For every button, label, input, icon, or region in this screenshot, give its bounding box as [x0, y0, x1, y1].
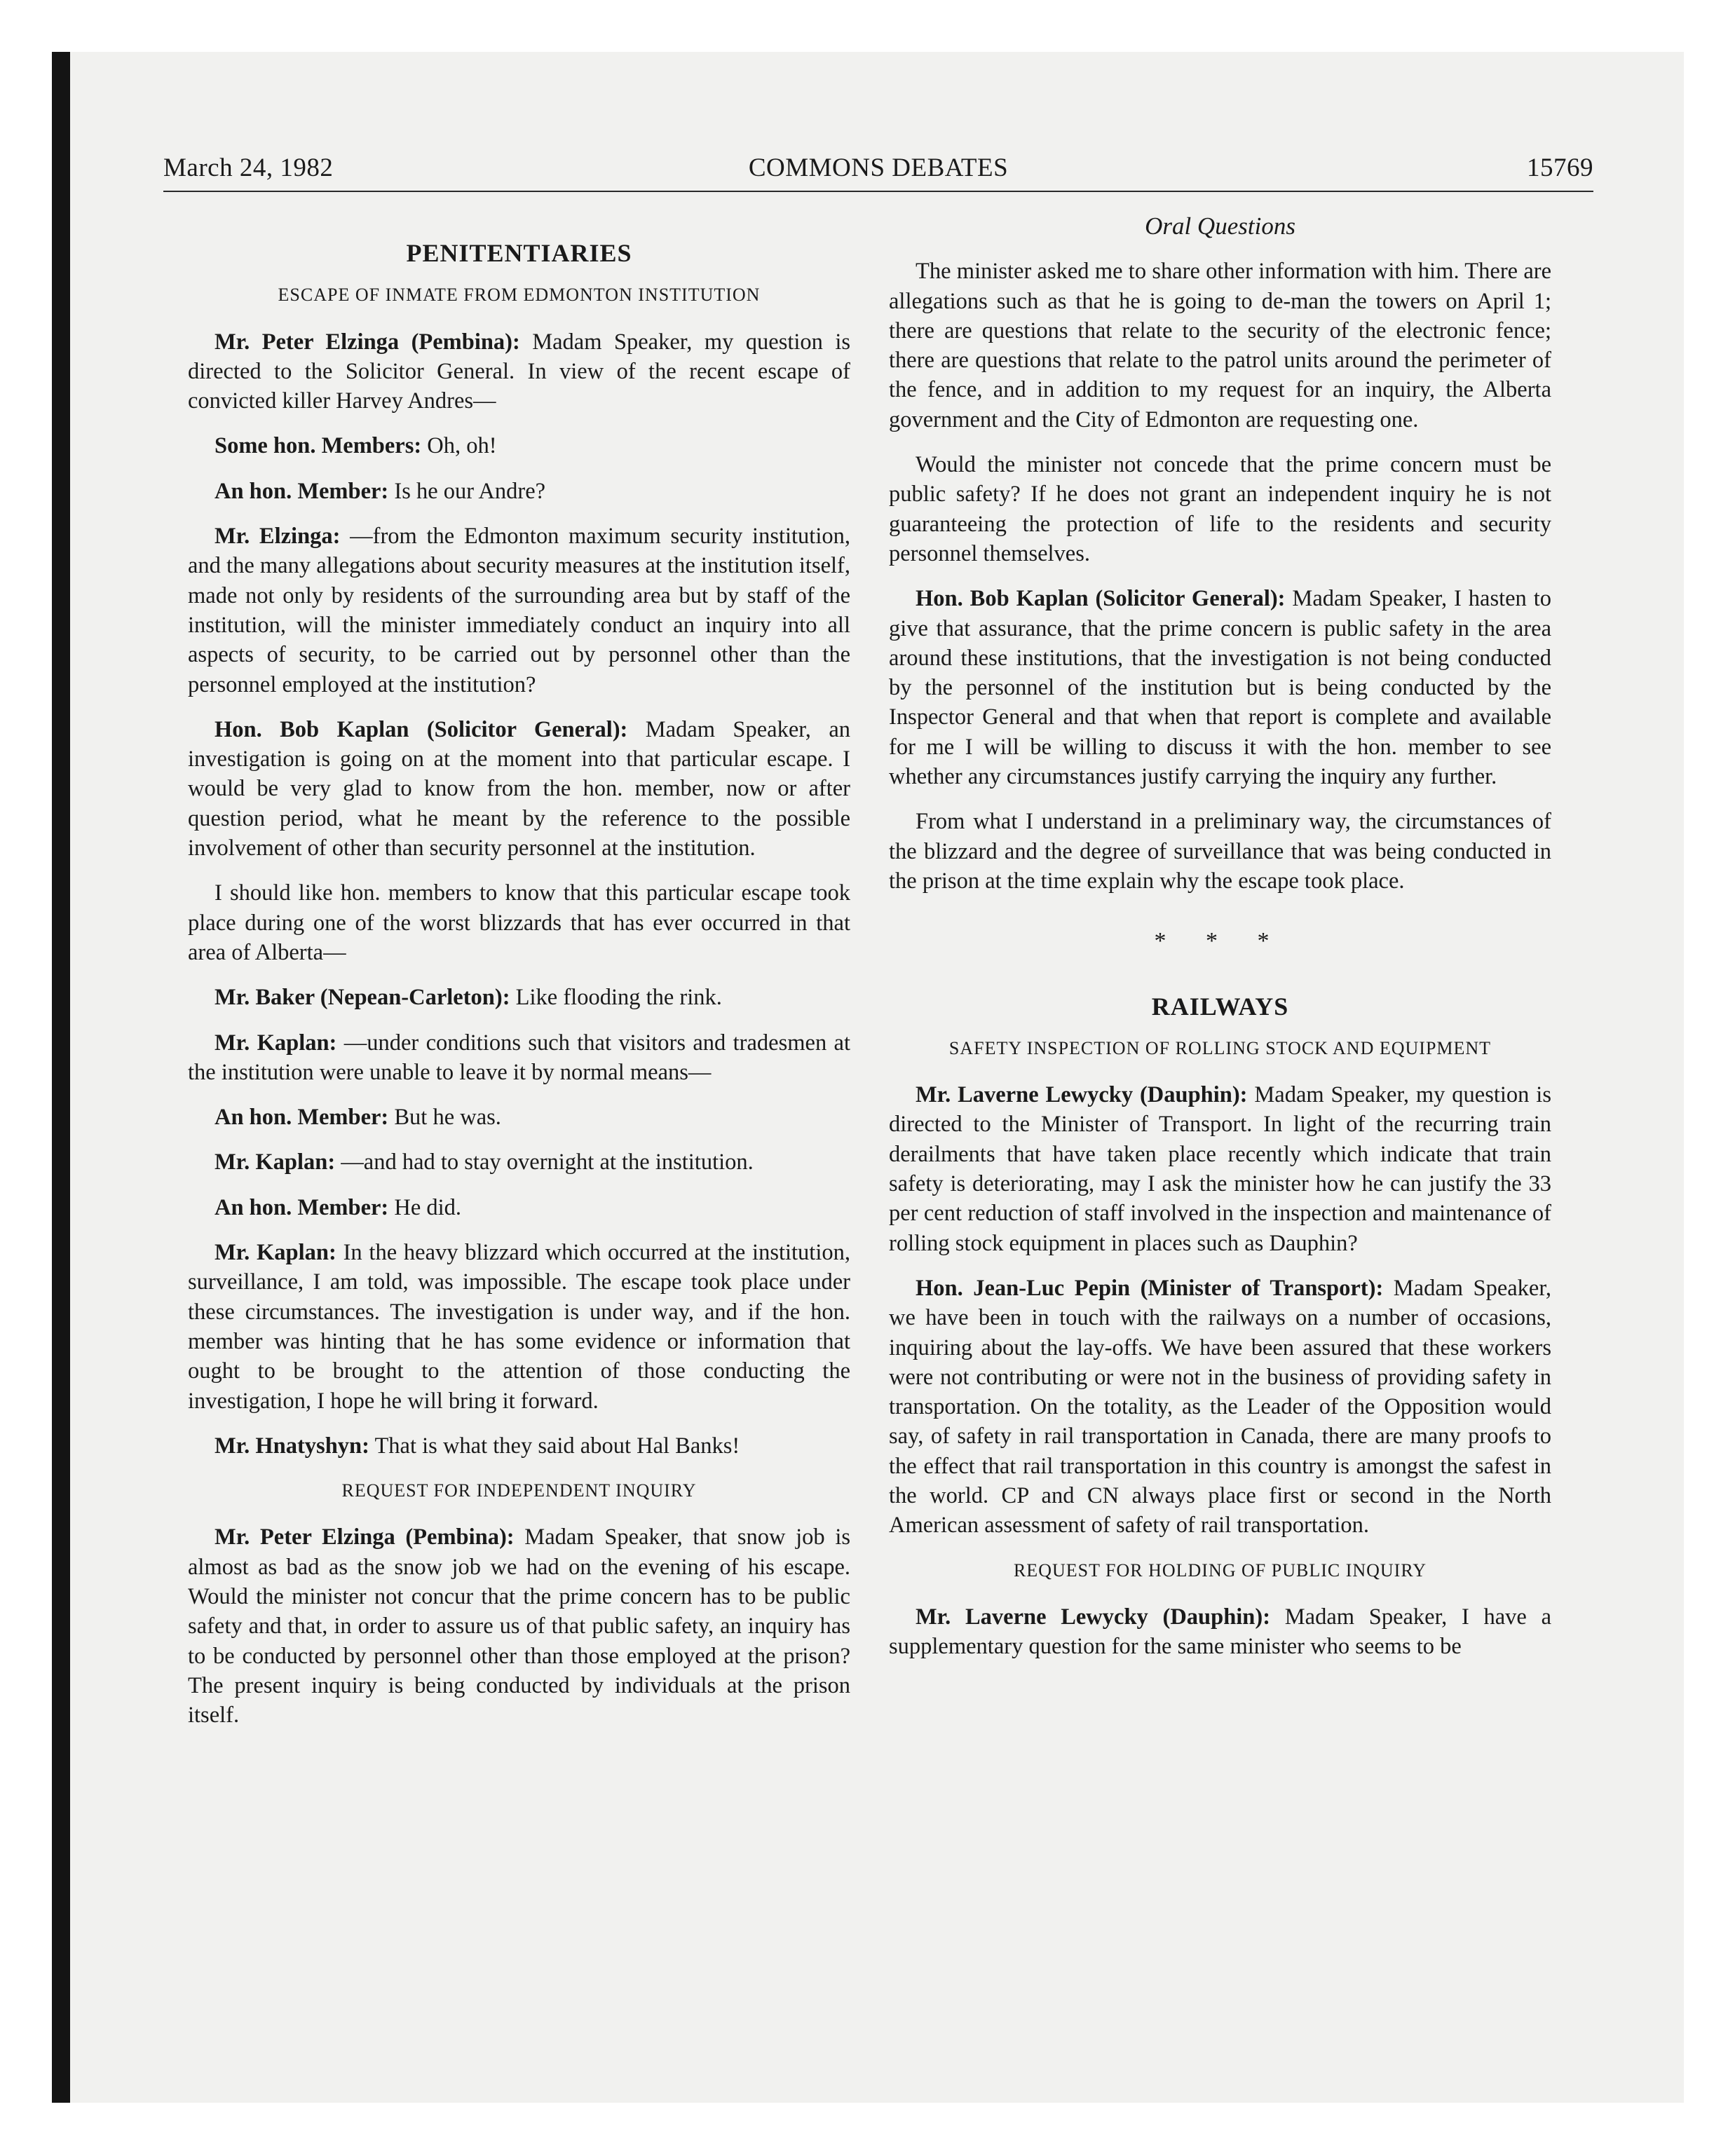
- speech-paragraph: Would the minister not concede that the prime concern must be public safety? If he does not grant an independent inquiry he is not guaranteeing the protection of life to the residents and security personnel themselves.: [889, 452, 1551, 566]
- speech-paragraph: Mr. Elzinga: —from the Edmonton maximum security institution, and the many allegations about security measures at the institution itself, made not only by residents of the surrounding area but by staff of the institution, will the minister immediately conduct an inquiry into all aspects of security, to be carried out by personnel other than the personnel employed at the institution?: [188, 524, 850, 697]
- speaker-name: Hon. Bob Kaplan (Solicitor General):: [916, 586, 1286, 612]
- speaker-name: Mr. Kaplan:: [215, 1149, 336, 1175]
- speaker-name: Some hon. Members:: [215, 433, 422, 459]
- subhead-independent-inquiry: REQUEST FOR INDEPENDENT INQUIRY: [341, 1480, 697, 1501]
- speaker-name: Mr. Peter Elzinga (Pembina):: [215, 1524, 515, 1550]
- speaker-name: Hon. Bob Kaplan (Solicitor General):: [215, 716, 628, 742]
- left-column: [188, 203, 850, 1745]
- section-separator: * * *: [1154, 928, 1286, 955]
- speech-paragraph: The minister asked me to share other information with him. There are allegations such as that he is going to de-man the towers on April 1; there are questions that relate to the security of the electronic fence; there are questions that relate to the patrol units around the perimeter of the fence, and in addition to my request for an inquiry, the Alberta government and the City of Edmonton are requesting one.: [889, 259, 1551, 432]
- section-title-railways: RAILWAYS: [1151, 992, 1289, 1021]
- speaker-name: Mr. Kaplan:: [215, 1030, 337, 1056]
- right-column: [889, 203, 1551, 1677]
- speech-paragraph: Mr. Laverne Lewycky (Dauphin): Madam Speaker, my question is directed to the Minister of Transport. In light of the recurring train derailments that have taken place recently which indicate that train safety is deteriorating, may I ask the minister how he can justify the 33 per cent reduction of staff involved in the inspection and maintenance of rolling stock equipment in places such as Dauphin?: [889, 1082, 1551, 1256]
- speaker-name: Mr. Laverne Lewycky (Dauphin):: [916, 1604, 1271, 1630]
- speech-paragraph: Mr. Kaplan: In the heavy blizzard which occurred at the institution, surveillance, I am told, was impossible. The escape took place under these circumstances. The investigation is under way, and if the hon. member was hinting that he has some evidence or information that ought to be brought to the attention of those conducting the investigation, I hope he will bring it forward.: [188, 1240, 850, 1414]
- speech-paragraph: Mr. Laverne Lewycky (Dauphin): Madam Speaker, I have a supplementary question for the same minister who seems to be: [889, 1604, 1551, 1660]
- speech-paragraph: Mr. Peter Elzinga (Pembina): Madam Speaker, my question is directed to the Solicitor General. In view of the recent escape of convicted killer Harvey Andres—: [188, 329, 850, 414]
- speaker-name: Mr. Laverne Lewycky (Dauphin):: [916, 1082, 1248, 1108]
- speaker-name: An hon. Member:: [215, 1105, 389, 1131]
- speaker-name: Mr. Hnatyshyn:: [215, 1433, 369, 1459]
- header-date: March 24, 1982: [163, 153, 334, 182]
- speaker-name: An hon. Member:: [215, 1194, 389, 1220]
- speech-paragraph: Hon. Bob Kaplan (Solicitor General): Madam Speaker, I hasten to give that assurance, that the prime concern is public safety in the area around these institutions, that the investigation is not being conducted by the personnel of the institution but is being conducted by the Inspector General and that when that report is complete and available for me I will be willing to discuss it with the hon. member to see whether any circumstances justify carrying the inquiry any further.: [889, 586, 1551, 790]
- speaker-name: Mr. Elzinga:: [215, 524, 341, 550]
- speech-paragraph: Some hon. Members: Oh, oh!: [215, 433, 497, 459]
- page-header: [163, 153, 1593, 192]
- speech-paragraph: Hon. Jean-Luc Pepin (Minister of Transport): Madam Speaker, we have been in touch with the railways on a number of occasions, inquiring about the lay-offs. We have been assured that these workers were not contributing or were not in the business of providing safety in transportation. On the totality, as the Leader of the Opposition would say, of safety in rail transportation in Canada, there are many proofs to the effect that rail transportation in this country is amongst the safest in the world. CP and CN always place first or second in the North American assessment of safety of rail transportation.: [889, 1275, 1551, 1538]
- speaker-name: Mr. Kaplan:: [215, 1240, 336, 1266]
- running-head: Oral Questions: [1145, 212, 1295, 240]
- speech-paragraph: Mr. Kaplan: —and had to stay overnight at the institution.: [215, 1149, 754, 1175]
- speaker-name: Hon. Jean-Luc Pepin (Minister of Transport):: [916, 1275, 1384, 1301]
- speech-paragraph: Mr. Kaplan: —under conditions such that visitors and tradesmen at the institution were unable to leave it by normal means—: [188, 1030, 850, 1085]
- speech-paragraph: I should like hon. members to know that this particular escape took place during one of the worst blizzards that has ever occurred in that area of Alberta—: [188, 880, 850, 965]
- speech-paragraph: An hon. Member: Is he our Andre?: [215, 478, 546, 504]
- speech-paragraph: An hon. Member: He did.: [215, 1194, 462, 1220]
- section-title-penitentiaries: PENITENTIARIES: [406, 239, 632, 267]
- speaker-name: Mr. Peter Elzinga (Pembina):: [215, 329, 520, 355]
- subhead-public-inquiry: REQUEST FOR HOLDING OF PUBLIC INQUIRY: [1013, 1560, 1427, 1581]
- header-title: COMMONS DEBATES: [748, 153, 1009, 182]
- subhead-safety-inspection: SAFETY INSPECTION OF ROLLING STOCK AND EQUIPMENT: [948, 1037, 1492, 1058]
- page-number: 15769: [1527, 153, 1593, 182]
- speech-paragraph: Hon. Bob Kaplan (Solicitor General): Madam Speaker, an investigation is going on at the moment into that particular escape. I would be very glad to know from the hon. member, now or after question period, what he meant by the reference to the possible involvement of other than security personnel at the institution.: [188, 716, 850, 861]
- speech-paragraph: An hon. Member: But he was.: [215, 1105, 501, 1131]
- speech-paragraph: Mr. Peter Elzinga (Pembina): Madam Speaker, that snow job is almost as bad as the snow job we had on the evening of his escape. Would the minister not concur that the prime concern has to be public safety and that, in order to assure us of that public safety, an inquiry has to be conducted by personnel other than those employed at the prison? The present inquiry is being conducted by individuals at the prison itself.: [188, 1524, 850, 1728]
- speaker-name: Mr. Baker (Nepean-Carleton):: [215, 985, 510, 1011]
- speaker-name: An hon. Member:: [215, 478, 389, 504]
- scan-binding-edge: [52, 52, 70, 2103]
- speech-paragraph: Mr. Hnatyshyn: That is what they said about Hal Banks!: [215, 1433, 740, 1459]
- speech-paragraph: From what I understand in a preliminary way, the circumstances of the blizzard and the degree of surveillance that was being conducted in the prison at the time explain why the escape took place.: [889, 809, 1551, 894]
- subhead-escape: ESCAPE OF INMATE FROM EDMONTON INSTITUTION: [278, 285, 761, 306]
- speech-paragraph: Mr. Baker (Nepean-Carleton): Like flooding the rink.: [215, 985, 722, 1011]
